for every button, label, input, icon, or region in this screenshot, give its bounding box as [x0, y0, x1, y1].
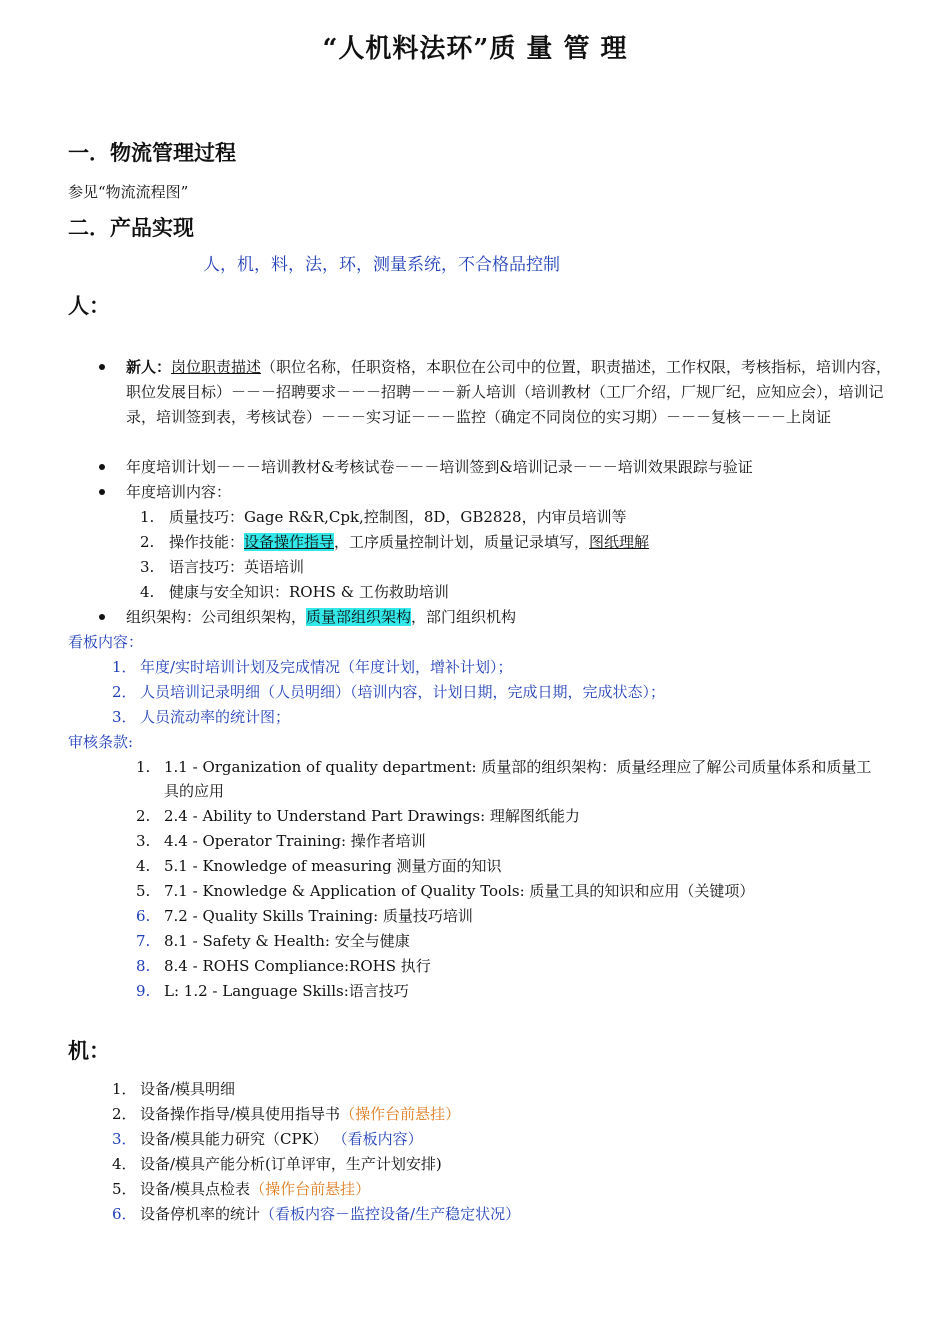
- section-heading-product: 二．产品实现: [68, 215, 194, 240]
- machine-item-number: 5．: [112, 1180, 137, 1198]
- machine-item: [140, 1102, 460, 1127]
- drawing-understanding-link[interactable]: 图纸理解: [589, 533, 650, 551]
- audit-item: 1.1 - Organization of quality department: 质量部的组织架构：质量经理应了解公司质量体系和质量工: [164, 758, 872, 776]
- logistics-text: 参见“物流流程图”: [68, 183, 189, 201]
- board-item: 年度/实时培训计划及完成情况（年度计划，增补计划）；: [140, 658, 513, 676]
- audit-item-number: 5.: [136, 882, 151, 900]
- machine-item-number: 2．: [112, 1105, 137, 1123]
- audit-item-number: 8.: [136, 957, 151, 975]
- board-item: 人员培训记录明细（人员明细）（培训内容，计划日期，完成日期，完成状态）；: [140, 683, 666, 701]
- machine-item-number: 4．: [112, 1155, 137, 1173]
- audit-item-number: 3.: [136, 832, 151, 850]
- audit-item: 4.4 - Operator Training: 操作者培训: [164, 832, 426, 850]
- bullet-new-hire: [126, 355, 896, 430]
- person-heading: 人：: [68, 293, 110, 318]
- board-item: 人员流动率的统计图；: [140, 708, 291, 726]
- training-item-operation: [169, 530, 649, 555]
- audit-item: 7.1 - Knowledge & Application of Quality Tools: 质量工具的知识和应用（关键项）: [164, 882, 755, 900]
- product-subtitle: 人，机，料，法，环，测量系统，不合格品控制: [203, 255, 560, 275]
- machine-item: [140, 1127, 423, 1152]
- audit-item-continued: 具的应用: [164, 782, 225, 800]
- audit-item: 8.4 - ROHS Compliance:ROHS 执行: [164, 957, 431, 975]
- machine-item-note: （看板内容－监控设备/生产稳定状况）: [260, 1205, 521, 1223]
- board-item-number: 1．: [112, 658, 137, 676]
- bullet-icon: [99, 464, 105, 470]
- training-item-quality: 质量技巧：Gage R&R,Cpk,控制图，8D，GB2828，内审员培训等: [169, 508, 627, 526]
- training-item-operation-text: ，工序质量控制计划，质量记录填写，: [334, 533, 590, 551]
- bullet-annual-plan: 年度培训计划－－－培训教材&考核试卷－－－培训签到&培训记录－－－培训效果跟踪与验证: [126, 458, 753, 476]
- audit-item: 2.4 - Ability to Understand Part Drawings: 理解图纸能力: [164, 807, 580, 825]
- machine-item-number: 6．: [112, 1205, 137, 1223]
- training-item-number: 3.: [140, 558, 155, 576]
- training-item-number: 4.: [140, 583, 155, 601]
- board-label: 看板内容：: [68, 633, 144, 651]
- board-item-number: 3．: [112, 708, 137, 726]
- bullet-icon: [99, 364, 105, 370]
- machine-item: [140, 1077, 235, 1102]
- board-item-number: 2．: [112, 683, 137, 701]
- new-hire-label: 新人：: [126, 358, 172, 376]
- org-structure-text: ，部门组织机构: [411, 608, 517, 626]
- audit-label: 审核条款:: [68, 733, 134, 751]
- audit-item-number: 4.: [136, 857, 151, 875]
- machine-item-text: 设备/模具明细: [140, 1080, 236, 1098]
- machine-item-text: 设备操作指导/模具使用指导书: [140, 1105, 341, 1123]
- machine-item-number: 1．: [112, 1080, 137, 1098]
- machine-item-text: 设备停机率的统计: [140, 1205, 261, 1223]
- org-structure-label: 组织架构：公司组织架构，: [126, 608, 307, 626]
- audit-item-number: 1.: [136, 758, 151, 776]
- audit-item: 8.1 - Safety & Health: 安全与健康: [164, 932, 410, 950]
- machine-item: [140, 1202, 520, 1227]
- audit-item-number: 2.: [136, 807, 151, 825]
- training-item-number: 1.: [140, 508, 155, 526]
- equipment-guide-link[interactable]: 设备操作指导: [244, 533, 335, 551]
- audit-item: 5.1 - Knowledge of measuring 测量方面的知识: [164, 857, 502, 875]
- machine-item-note: （操作台前悬挂）: [250, 1180, 371, 1198]
- section-heading-logistics: 一．物流管理过程: [68, 140, 236, 165]
- machine-item-note: （看板内容）: [332, 1130, 423, 1148]
- machine-item: [140, 1177, 370, 1202]
- machine-item-text: 设备/模具点检表: [140, 1180, 251, 1198]
- quality-org-link[interactable]: 质量部组织架构: [306, 608, 412, 626]
- job-description-text: 岗位职责描述: [171, 358, 262, 376]
- machine-item-note: （操作台前悬挂）: [340, 1105, 461, 1123]
- bullet-icon: [99, 614, 105, 620]
- training-item-operation-label: 操作技能：: [169, 533, 245, 551]
- machine-item: [140, 1152, 442, 1177]
- machine-item-text: 设备/模具产能分析(订单评审，生产计划安排): [140, 1155, 442, 1173]
- new-hire-text: （职位名称，任职资格，本职位在公司中的位置，职责描述，工作权限，考核指标，培训内容，职位发展目标）－－－招聘要求－－－招聘－－－新人培训（培训教材（工厂介绍，厂规厂纪，应知应会），培训记录，培训签到表，考核试卷）－－－实习证－－－监控（确定不同岗位的实习期）－－－复核－－－上岗证: [126, 358, 892, 426]
- bullet-icon: [99, 489, 105, 495]
- machine-item-text: 设备/模具能力研究（CPK）: [140, 1130, 333, 1148]
- training-item-number: 2.: [140, 533, 155, 551]
- audit-item: 7.2 - Quality Skills Training: 质量技巧培训: [164, 907, 473, 925]
- machine-heading: 机：: [68, 1038, 110, 1063]
- document-title: “人机料法环”质 量 管 理: [322, 34, 628, 64]
- machine-item-number: 3．: [112, 1130, 137, 1148]
- audit-item-number: 7.: [136, 932, 151, 950]
- audit-item-number: 6.: [136, 907, 151, 925]
- audit-item-number: 9.: [136, 982, 151, 1000]
- training-item-language: 语言技巧：英语培训: [169, 558, 305, 576]
- bullet-annual-content: 年度培训内容：: [126, 483, 232, 501]
- audit-item: L: 1.2 - Language Skills:语言技巧: [164, 982, 409, 1000]
- bullet-org-structure: [126, 605, 516, 630]
- training-item-safety: 健康与安全知识：ROHS & 工伤救助培训: [169, 583, 449, 601]
